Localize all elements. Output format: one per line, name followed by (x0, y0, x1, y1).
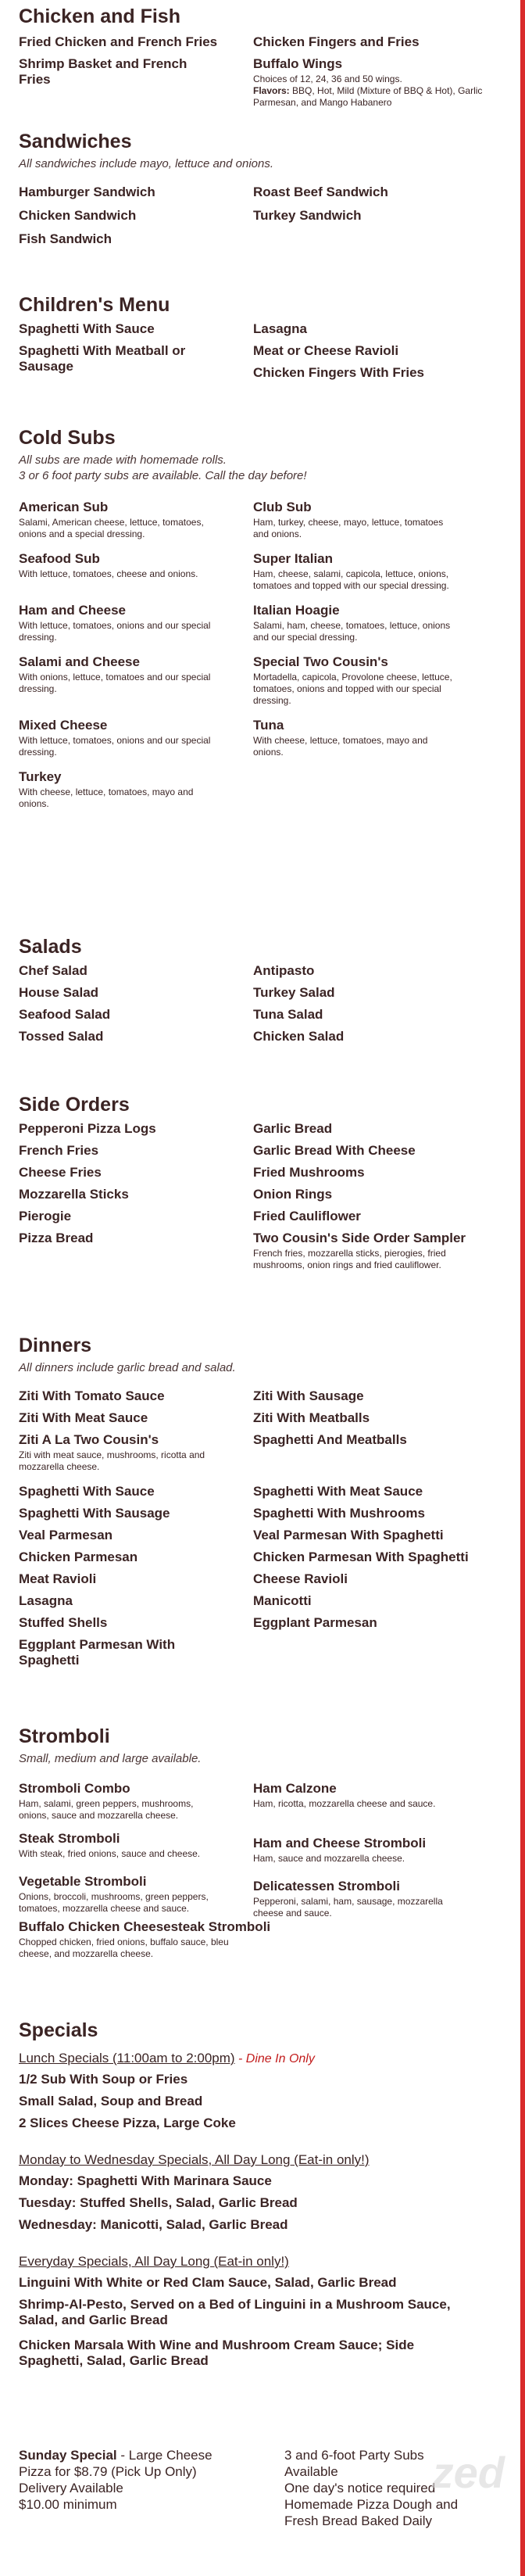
sunday-special: Sunday Special - Large Cheese Pizza for $8.79 (Pick Up Only) Delivery Available $10.00 minimum (19, 2447, 226, 2529)
section-note: All subs are made with homemade rolls. (19, 453, 227, 467)
section-salads (19, 935, 503, 1044)
menu-item: Vegetable Stromboli (19, 1874, 147, 1889)
menu-item: Spaghetti With Mushrooms (253, 1506, 425, 1521)
sub-entry (253, 769, 488, 810)
menu-item: Spaghetti And Meatballs (253, 1432, 407, 1447)
item-description: Onions, broccoli, mushrooms, green peppers, tomatoes, mozzarella cheese and sauce. (19, 1891, 209, 1914)
section-title: Chicken and Fish (19, 5, 180, 27)
special-item: 2 Slices Cheese Pizza, Large Coke (19, 2116, 236, 2130)
menu-item: Two Cousin's Side Order Sampler (253, 1231, 466, 1245)
menu-item: Manicotti (253, 1593, 312, 1608)
item-description: Mortadella, capicola, Provolone cheese, lettuce, tomatoes, onions and topped with our special dressing. (253, 672, 452, 706)
menu-item: Garlic Bread With Cheese (253, 1143, 416, 1158)
section-stromboli (19, 1725, 503, 1960)
item-description: Pepperoni, salami, ham, sausage, mozzarella cheese and sauce. (253, 1896, 443, 1919)
sub-entry (19, 500, 253, 540)
section-cold-subs (19, 426, 503, 810)
item-description: Ham, ricotta, mozzarella cheese and sauce. (253, 1798, 436, 1809)
special-item: Small Salad, Soup and Bread (19, 2094, 203, 2108)
footer-info (19, 2447, 503, 2529)
special-item: Wednesday: Manicotti, Salad, Garlic Bread (19, 2217, 288, 2232)
menu-item: Pierogie (19, 1209, 72, 1224)
sub-entry (19, 551, 253, 592)
item-description: With onions, lettuce, tomatoes and our special dressing. (19, 672, 211, 694)
item-description: With steak, fried onions, sauce and cheese. (19, 1848, 201, 1859)
menu-item: Spaghetti With Sauce (19, 321, 155, 336)
item-description: Ziti with meat sauce, mushrooms, ricotta and mozzarella cheese. (19, 1449, 205, 1472)
menu-item: Ham Calzone (253, 1781, 337, 1796)
menu-item: Ziti A La Two Cousin's (19, 1432, 159, 1447)
menu-item: Lasagna (253, 321, 307, 336)
item-description: Ham, salami, green peppers, mushrooms, onions, sauce and mozzarella cheese. (19, 1798, 194, 1821)
section-title: Dinners (19, 1335, 92, 1356)
item-description: With lettuce, tomatoes, cheese and onions. (19, 568, 198, 579)
menu-item: Salami and Cheese (19, 654, 140, 669)
section-childrens-menu (19, 293, 503, 381)
menu-item: Chef Salad (19, 963, 88, 978)
menu-item: Club Sub (253, 500, 312, 514)
menu-item: Spaghetti With Meatball or Sausage (19, 343, 186, 374)
sub-entry (253, 500, 488, 540)
menu-item: Lasagna (19, 1593, 73, 1608)
section-specials (19, 2019, 503, 2369)
delivery-available: Delivery Available (19, 2481, 123, 2495)
menu-item: French Fries (19, 1143, 99, 1158)
special-item: Monday: Spaghetti With Marinara Sauce (19, 2173, 272, 2188)
info-line: 3 and 6-foot Party Subs Available (284, 2448, 424, 2479)
section-note: Small, medium and large available. (19, 1752, 202, 1765)
menu-item: American Sub (19, 500, 109, 514)
watermark-logo: zed (431, 2448, 505, 2497)
sub-entry (19, 603, 253, 643)
sub-entry (253, 603, 488, 643)
menu-item: Onion Rings (253, 1187, 333, 1202)
item-description: Ham, sauce and mozzarella cheese. (253, 1853, 405, 1864)
item-description: With cheese, lettuce, tomatoes, mayo and onions. (19, 786, 194, 809)
menu-item: Ham and Cheese Stromboli (253, 1836, 427, 1850)
menu-item: Antipasto (253, 963, 315, 978)
menu-item: Turkey Salad (253, 985, 335, 1000)
menu-item: Chicken Parmesan With Spaghetti (253, 1550, 469, 1564)
menu-item: Spaghetti With Meat Sauce (253, 1484, 423, 1499)
info-line: One day's notice required (284, 2481, 436, 2495)
section-note: All sandwiches include mayo, lettuce and onions. (19, 157, 274, 170)
lunch-specials (19, 2050, 503, 2131)
menu-item: Eggplant Parmesan (253, 1615, 377, 1630)
section-note: All dinners include garlic bread and salad. (19, 1361, 236, 1374)
section-sandwiches (19, 130, 503, 247)
red-edge-bar (520, 0, 525, 2576)
menu-item: Garlic Bread (253, 1121, 333, 1136)
sunday-special-label: Sunday Special (19, 2448, 117, 2463)
section-title: Salads (19, 936, 82, 958)
special-item: 1/2 Sub With Soup or Fries (19, 2072, 188, 2087)
menu-item: Super Italian (253, 551, 334, 566)
menu-item: Veal Parmesan (19, 1528, 113, 1542)
menu-item: Shrimp Basket and French Fries (19, 56, 188, 87)
sub-entry (253, 551, 488, 592)
menu-item: Pizza Bread (19, 1231, 94, 1245)
menu-item: Veal Parmesan With Spaghetti (253, 1528, 444, 1542)
subs-grid (19, 500, 503, 810)
item-description: French fries, mozzarella sticks, pierogies, fried mushrooms, onion rings and fried cauliflower. (253, 1248, 446, 1270)
sub-entry (19, 769, 253, 810)
menu-item: Tossed Salad (19, 1029, 104, 1044)
lunch-specials-heading: Lunch Specials (11:00am to 2:00pm) (19, 2051, 235, 2065)
menu-item: Fried Cauliflower (253, 1209, 361, 1224)
menu-item: Mozzarella Sticks (19, 1187, 129, 1202)
menu-item: Chicken Fingers With Fries (253, 365, 424, 380)
menu-item: Italian Hoagie (253, 603, 340, 618)
item-description: With lettuce, tomatoes, onions and our special dressing. (19, 620, 211, 643)
buffalo-stromboli (19, 1919, 503, 1960)
menu-item: Mixed Cheese (19, 718, 108, 733)
special-item: Chicken Marsala With Wine and Mushroom Cream Sauce; Side Spaghetti, Salad, Garlic Bread (19, 2338, 415, 2368)
menu-item: Spaghetti With Sauce (19, 1484, 155, 1499)
menu-item: Fried Mushrooms (253, 1165, 365, 1180)
delivery-minimum: $10.00 minimum (19, 2497, 117, 2512)
menu-item: Turkey (19, 769, 62, 784)
sub-entry (253, 654, 488, 707)
section-note: 3 or 6 foot party subs are available. Call the day before! (19, 469, 307, 482)
section-side-orders (19, 1093, 503, 1271)
sub-entry (19, 718, 253, 758)
menu-item: House Salad (19, 985, 99, 1000)
menu-item: Ziti With Sausage (253, 1388, 364, 1403)
menu-item: Eggplant Parmesan With Spaghetti (19, 1637, 176, 1668)
item-description: Salami, ham, cheese, tomatoes, lettuce, onions and our special dressing. (253, 620, 451, 643)
menu-item: Ziti With Meatballs (253, 1410, 370, 1425)
menu-item: Pepperoni Pizza Logs (19, 1121, 156, 1136)
menu-item: Buffalo Wings (253, 56, 343, 71)
wing-flavors: Flavors: BBQ, Hot, Mild (Mixture of BBQ & Hot), Garlic Parmesan, and Mango Habanero (253, 85, 483, 108)
item-description: With lettuce, tomatoes, onions and our special dressing. (19, 735, 211, 758)
everyday-specials-heading: Everyday Specials, All Day Long (Eat-in only!) (19, 2254, 289, 2269)
menu-item: Tuna (253, 718, 284, 733)
dine-in-only: Dine In Only (245, 2052, 315, 2065)
menu-item: Seafood Salad (19, 1007, 111, 1022)
menu-item: Meat or Cheese Ravioli (253, 343, 399, 358)
everyday-specials (19, 2253, 503, 2369)
menu-item: Stromboli Combo (19, 1781, 130, 1796)
section-title: Side Orders (19, 1094, 130, 1116)
item-description: Chopped chicken, fried onions, buffalo sauce, bleu cheese, and mozzarella cheese. (19, 1936, 229, 1959)
sub-entry (19, 654, 253, 707)
menu-item: Cheese Fries (19, 1165, 102, 1180)
menu-item: Buffalo Chicken Cheesesteak Stromboli (19, 1919, 271, 1934)
section-dinners (19, 1334, 503, 1668)
menu-item: Spaghetti With Sausage (19, 1506, 170, 1521)
info-line: Homemade Pizza Dough and Fresh Bread Baked Daily (284, 2497, 459, 2528)
section-title: Cold Subs (19, 427, 116, 449)
menu-item: Steak Stromboli (19, 1831, 120, 1846)
item-description: With cheese, lettuce, tomatoes, mayo and onions. (253, 735, 428, 758)
menu-item: Delicatessen Stromboli (253, 1879, 401, 1893)
section-title: Sandwiches (19, 131, 132, 152)
item-description: Choices of 12, 24, 36 and 50 wings. (253, 73, 402, 84)
menu-item: Meat Ravioli (19, 1571, 97, 1586)
item-description: Ham, turkey, cheese, mayo, lettuce, tomatoes and onions. (253, 517, 444, 539)
menu-item: Ziti With Tomato Sauce (19, 1388, 165, 1403)
menu-item: Ham and Cheese (19, 603, 126, 618)
special-item: Shrimp-Al-Pesto, Served on a Bed of Linguini in a Mushroom Sauce, Salad, and Garlic Bread (19, 2297, 451, 2327)
lunch-heading-line: Lunch Specials (11:00am to 2:00pm) - Dine In Only (19, 2051, 315, 2065)
menu-item: Cheese Ravioli (253, 1571, 348, 1586)
menu-item: Seafood Sub (19, 551, 100, 566)
menu-item: Chicken Parmesan (19, 1550, 138, 1564)
menu-item: Fish Sandwich (19, 231, 112, 246)
menu-item: Special Two Cousin's (253, 654, 388, 669)
weekday-specials-heading: Monday to Wednesday Specials, All Day Long (Eat-in only!) (19, 2152, 370, 2167)
section-title: Stromboli (19, 1725, 110, 1747)
menu-item: Chicken Salad (253, 1029, 345, 1044)
special-item: Tuesday: Stuffed Shells, Salad, Garlic Bread (19, 2195, 298, 2210)
special-item: Linguini With White or Red Clam Sauce, Salad, Garlic Bread (19, 2275, 397, 2290)
menu-item: Roast Beef Sandwich (253, 185, 388, 199)
section-chicken-fish (19, 5, 503, 109)
item-description: Salami, American cheese, lettuce, tomatoes, onions and a special dressing. (19, 517, 204, 539)
section-title: Specials (19, 2019, 98, 2041)
menu-item: Turkey Sandwich (253, 208, 362, 223)
section-title: Children's Menu (19, 294, 170, 316)
item-description: Ham, cheese, salami, capicola, lettuce, onions, tomatoes and topped with our special dressing. (253, 568, 449, 591)
weekday-specials (19, 2151, 503, 2233)
menu-item: Tuna Salad (253, 1007, 323, 1022)
menu-item: Fried Chicken and French Fries (19, 34, 218, 49)
menu-item: Chicken Fingers and Fries (253, 34, 420, 49)
menu-item: Ziti With Meat Sauce (19, 1410, 148, 1425)
menu-item: Hamburger Sandwich (19, 185, 155, 199)
menu-item: Stuffed Shells (19, 1615, 108, 1630)
menu-item: Chicken Sandwich (19, 208, 137, 223)
sub-entry (253, 718, 488, 758)
